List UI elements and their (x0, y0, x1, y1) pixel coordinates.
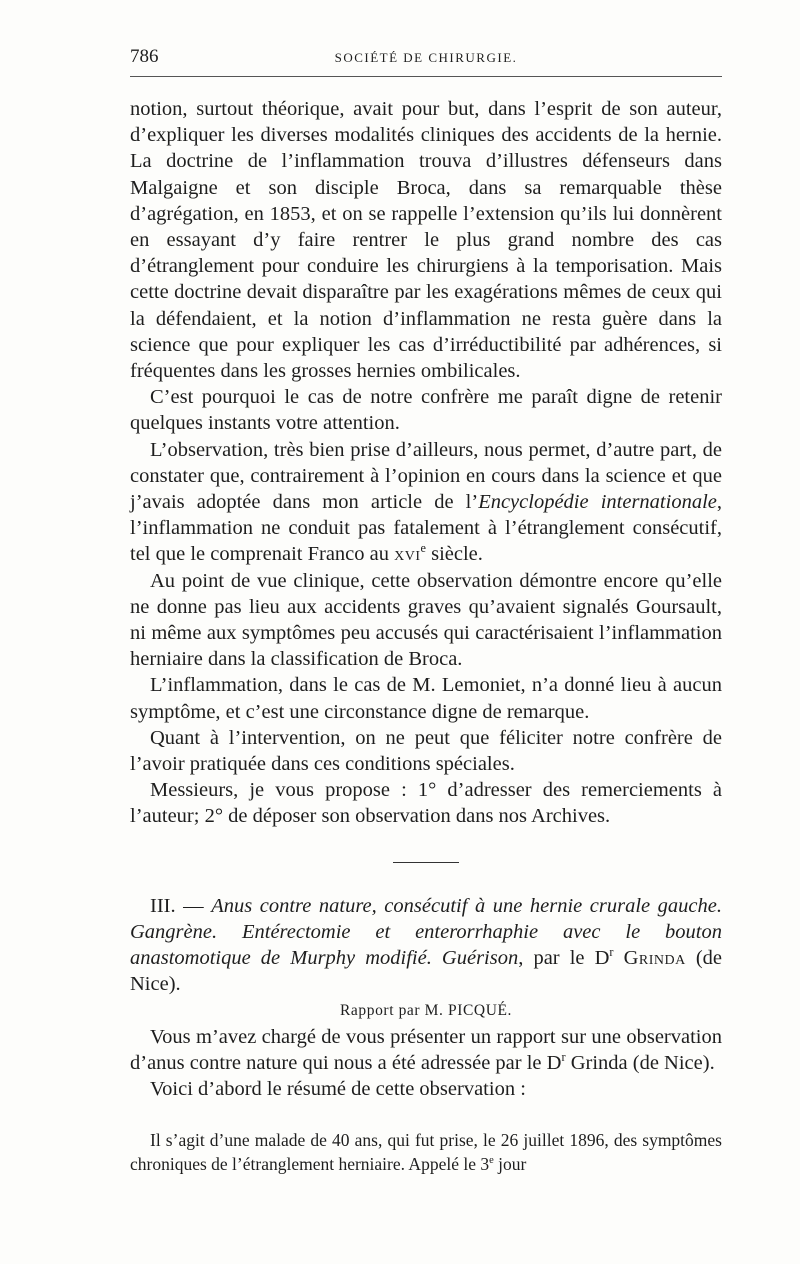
page-body (130, 96, 722, 1176)
paragraph-3-text-b: , l’inflammation ne conduit pas fatalement à l’étranglement consécutif, tel que le comprenait Franco au (130, 491, 722, 566)
paragraph-2: C’est pourquoi le cas de notre confrère me paraît digne de retenir quelques instants votre attention. (130, 386, 722, 435)
section-heading (130, 893, 722, 998)
rapport-line: Rapport par M. PICQUÉ. (339, 1001, 513, 1019)
report-paragraph-3-superscript: e (489, 1155, 494, 1167)
report-paragraph-1-text-b: Grinda (de Nice). (565, 1051, 715, 1074)
century-numeral: xvi (394, 543, 421, 566)
report-paragraph-2: Voici d’abord le résumé de cette observation : (150, 1078, 526, 1101)
paragraph-4: Au point de vue clinique, cette observation démontre encore qu’elle ne donne pas lieu aux accidents graves qu’avaient signalés Goursault, ni même aux symptômes peu accusés qui caractérisaient l’inflammation herniaire dans la classification de Broca. (130, 569, 722, 671)
header-rule (130, 76, 722, 77)
section-by-superscript: r (609, 945, 614, 960)
page-number: 786 (130, 46, 159, 67)
paragraph-3 (130, 437, 722, 568)
paragraph-3-text-c: siècle. (425, 543, 483, 566)
section-title: Anus contre nature, consécutif à une hernie crurale gauche. Gangrène. Entérectomie et enterorrhaphie avec le bouton anastomotique de Murphy modifié. Guérison (130, 894, 722, 970)
running-head: SOCIÉTÉ DE CHIRURGIE. (334, 50, 518, 65)
paragraph-5: L’inflammation, dans le cas de M. Lemoniet, n’a donné lieu à aucun symptôme, et c’est une circonstance digne de remarque. (130, 674, 722, 723)
report-paragraph-3-text-a: Il s’agit d’une malade de 40 ans, qui fut prise, le 26 juillet 1896, des symptômes chroniques de l’étranglement herniaire. Appelé le 3 (130, 1130, 722, 1175)
report-paragraph-3-text-b: jour (493, 1154, 527, 1175)
section-separator (393, 862, 459, 863)
section-author: Grinda (623, 947, 686, 970)
paragraph-7: Messieurs, je vous propose : 1° d’adresser des remerciements à l’auteur; 2° de déposer son observation dans nos Archives. (130, 779, 722, 828)
report-paragraph-3 (130, 1128, 722, 1176)
paragraph-1: notion, surtout théorique, avait pour but, dans l’esprit de son auteur, d’expliquer les diverses modalités cliniques des accidents de la hernie. La doctrine de l’inflammation trouva d’illustres défenseurs dans Malgaigne et son disciple Broca, dans sa remarquable thèse d’agrégation, en 1853, et on se rappelle l’extension qu’ils lui donnèrent en essayant d’y faire rentrer le plus grand nombre des cas d’étranglement pour conduire les chirurgiens à la temporisation. Mais cette doctrine devait disparaître par les exagérations mêmes de ceux qui la défendaient, et la notion d’inflammation ne resta guère dans la science que pour expliquer les cas d’irréductibilité par adhérences, si fréquentes dans les grosses hernies ombilicales. (130, 98, 722, 383)
report-paragraph-1 (130, 1024, 722, 1076)
century-superscript: e (420, 541, 426, 556)
paragraph-6: Quant à l’intervention, on ne peut que féliciter notre confrère de l’avoir pratiquée dans ces conditions spéciales. (130, 726, 722, 776)
section-number: III. — (150, 894, 212, 917)
paragraph-3-text-a: L’observation, très bien prise d’ailleurs, nous permet, d’autre part, de constater que, contrairement à l’opinion en cours dans la science et que j’avais adoptée dans mon article de l’ (130, 438, 722, 514)
section-by: , par le D (518, 947, 610, 970)
encyclopedie-title: Encyclopédie internationale (478, 491, 717, 514)
page-header (130, 40, 722, 70)
section-place: (de Nice). (130, 947, 722, 996)
report-paragraph-1-text-a: Vous m’avez chargé de vous présenter un rapport sur une observation d’anus contre nature qui nous a été adressée par le D (130, 1025, 722, 1074)
report-paragraph-1-superscript: r (561, 1050, 566, 1065)
